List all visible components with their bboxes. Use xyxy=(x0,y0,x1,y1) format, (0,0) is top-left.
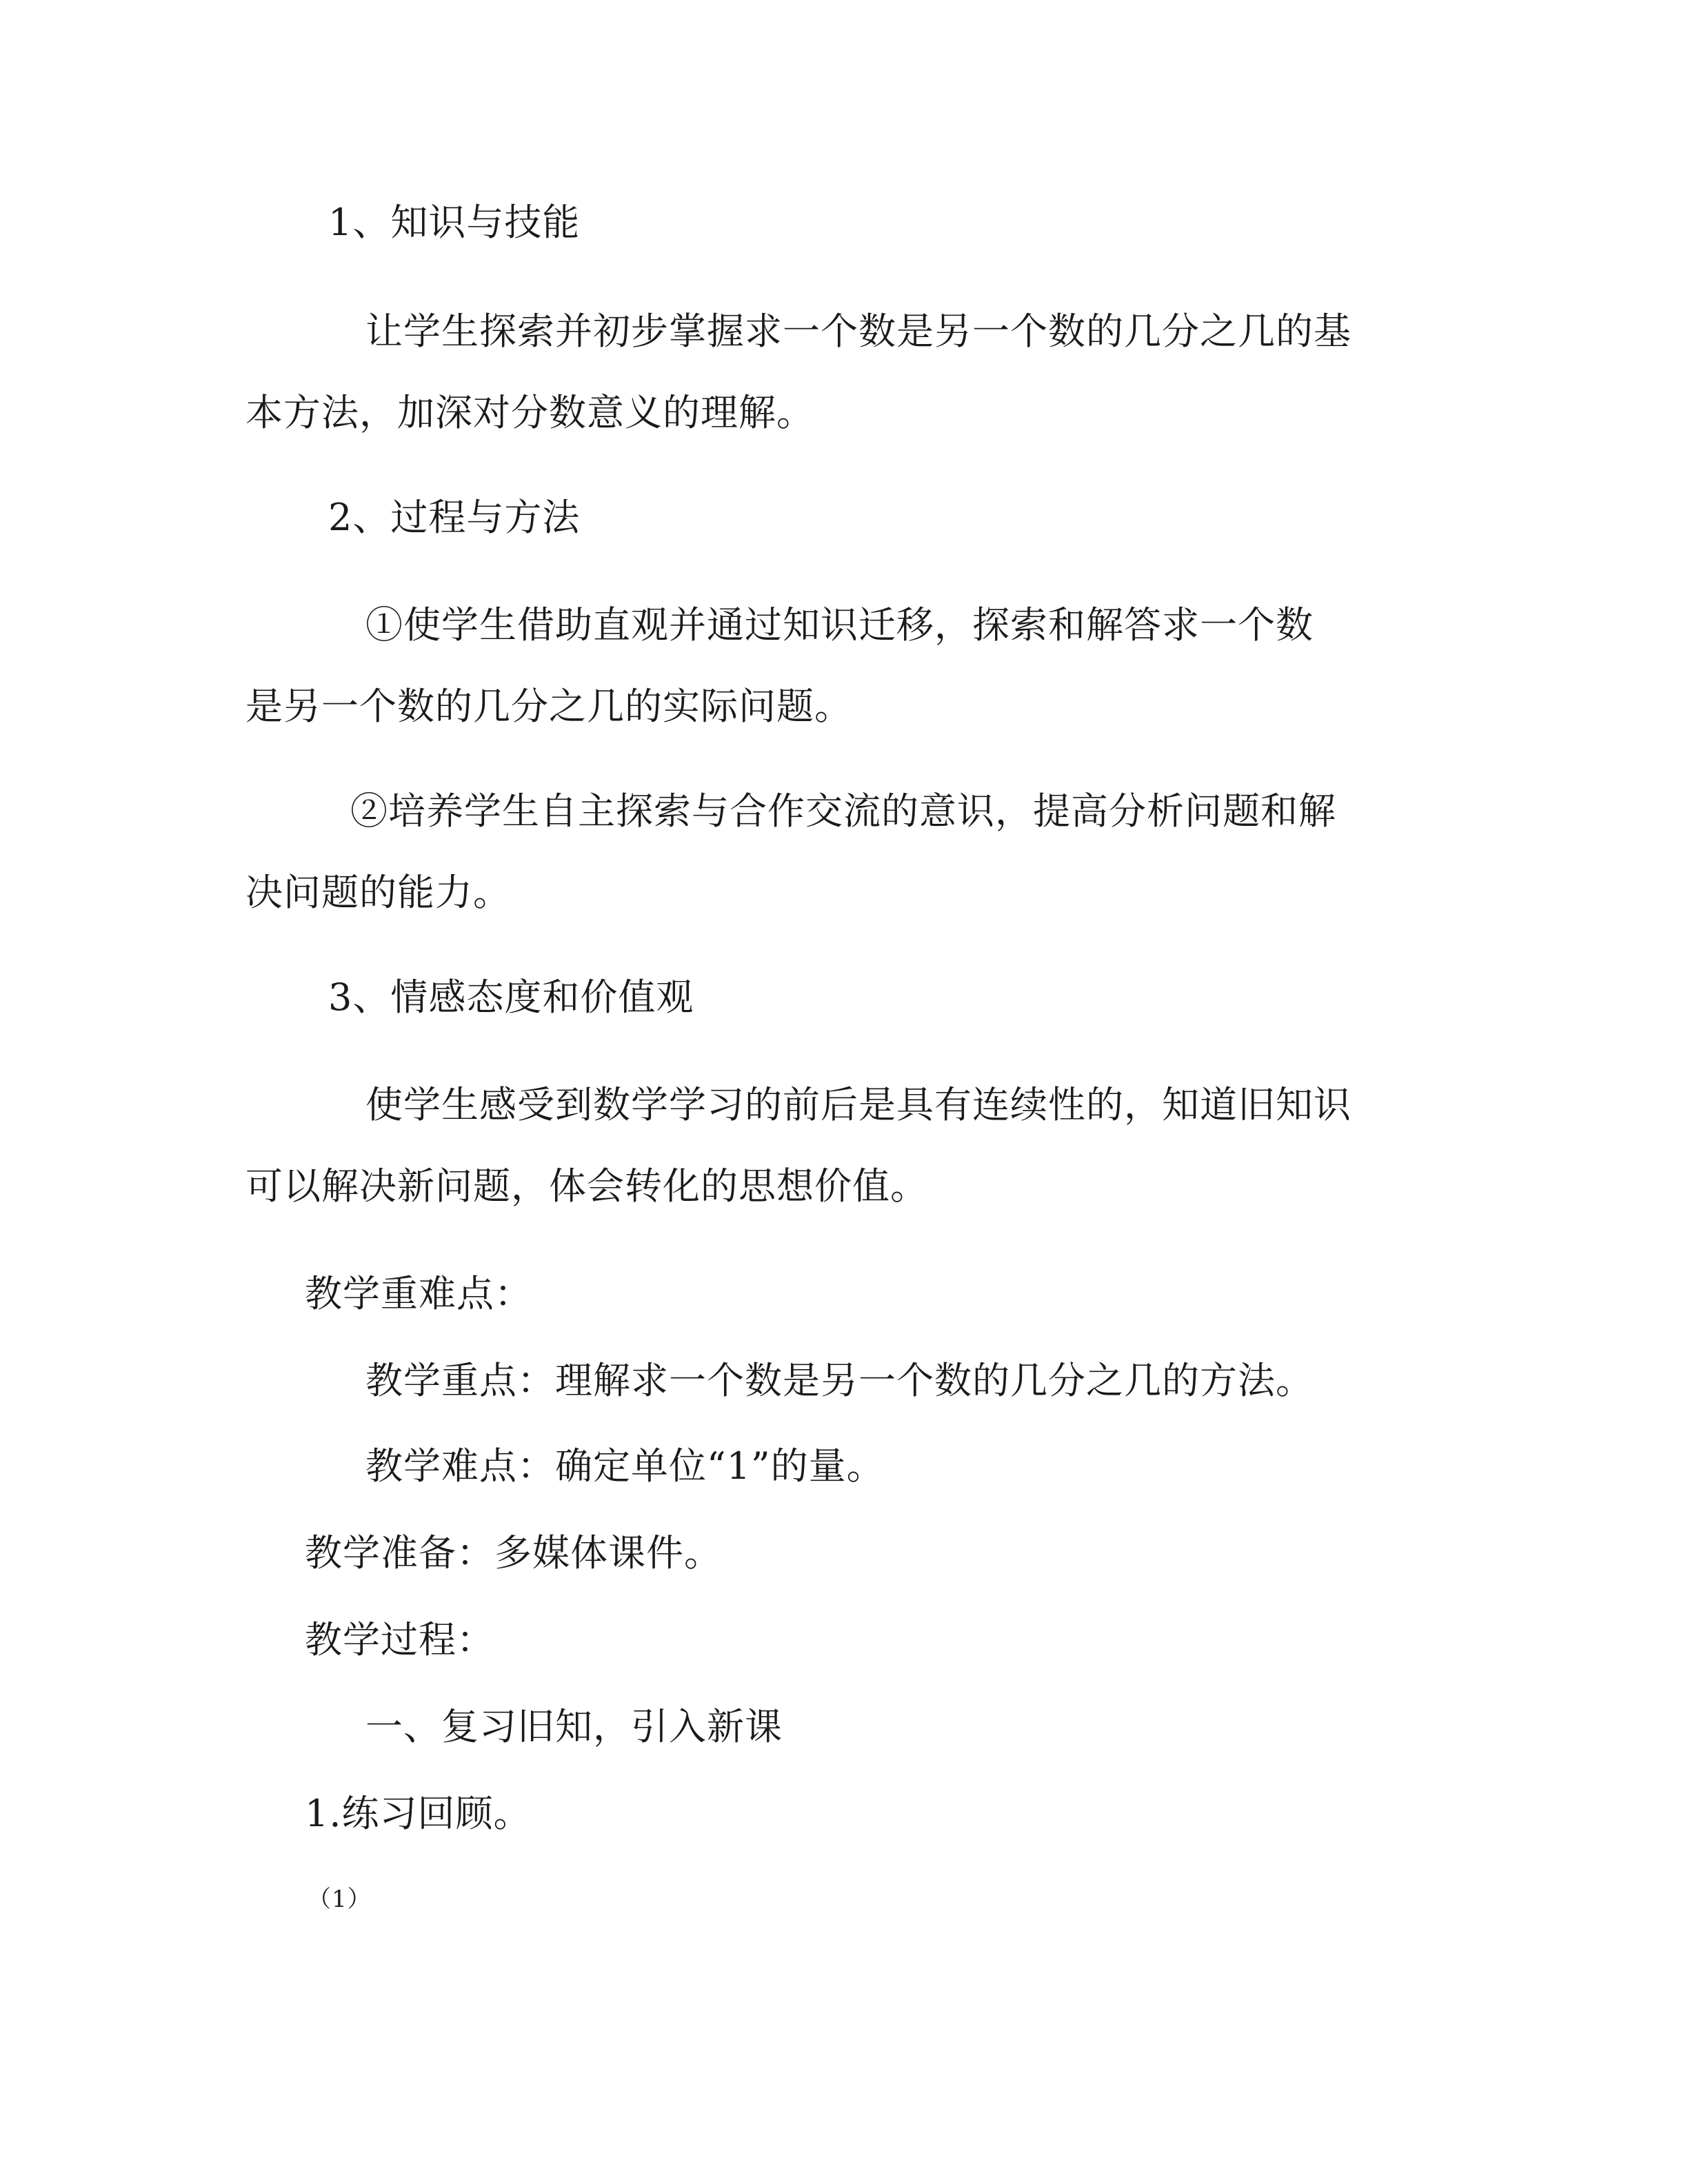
process-item2-line2: 决问题的能力。 xyxy=(245,871,511,914)
item-practice-review: 1.练习回顾。 xyxy=(305,1792,532,1835)
knowledge-skills-text-line2: 本方法，加深对分数意义的理解。 xyxy=(245,391,814,434)
process-item2-line1: ②培养学生自主探索与合作交流的意识，提高分析问题和解 xyxy=(350,789,1336,833)
attitude-values-line2: 可以解决新问题，体会转化的思想价值。 xyxy=(245,1164,928,1208)
knowledge-skills-text-line1: 让学生探索并初步掌握求一个数是另一个数的几分之几的基 xyxy=(365,310,1352,353)
process-method-heading: 2、过程与方法 xyxy=(328,496,581,539)
attitude-values-heading: 3、情感态度和价值观 xyxy=(328,975,694,1019)
process-item1-line1: ①使学生借助直观并通过知识迁移，探索和解答求一个数 xyxy=(365,603,1314,647)
process-item1-line2: 是另一个数的几分之几的实际问题。 xyxy=(245,685,852,728)
teaching-difficulty: 教学难点：确定单位“1”的量。 xyxy=(365,1444,885,1488)
sub-item-1: （1） xyxy=(308,1885,372,1913)
knowledge-skills-heading: 1、知识与技能 xyxy=(328,201,581,244)
key-points-heading: 教学重难点： xyxy=(305,1272,532,1315)
section-review-intro: 一、复习旧知，引入新课 xyxy=(365,1705,783,1748)
teaching-focus: 教学重点：理解求一个数是另一个数的几分之几的方法。 xyxy=(365,1359,1314,1402)
teaching-process-heading: 教学过程： xyxy=(305,1618,494,1661)
attitude-values-line1: 使学生感受到数学学习的前后是具有连续性的，知道旧知识 xyxy=(365,1083,1352,1126)
teaching-preparation: 教学准备：多媒体课件。 xyxy=(305,1531,722,1575)
